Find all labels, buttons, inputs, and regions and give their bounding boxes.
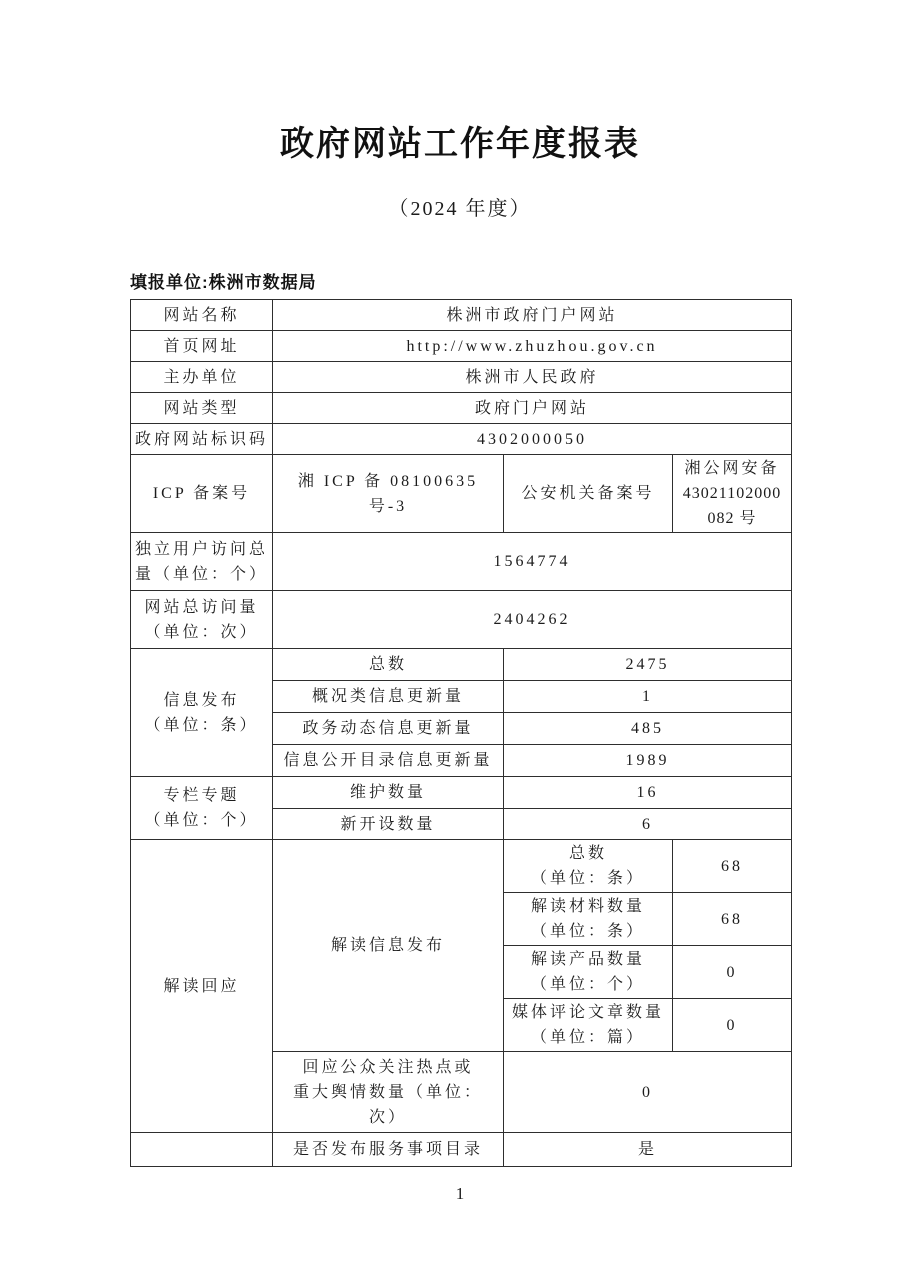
organizer-label: 主办单位 bbox=[131, 362, 273, 393]
interp-product-label-line1: 解读产品数量 bbox=[530, 951, 645, 968]
hotspot-value: 0 bbox=[504, 1052, 792, 1133]
interpretation-row bbox=[131, 840, 792, 893]
info-overview-value: 1 bbox=[504, 681, 792, 713]
hotspot-label-line3: 次） bbox=[368, 1108, 407, 1126]
table-row bbox=[131, 362, 792, 393]
table-row bbox=[131, 424, 792, 455]
special-columns-label-line2: （单位：个） bbox=[144, 812, 259, 829]
info-publish-label-line2: （单位：条） bbox=[144, 716, 259, 734]
unique-visitors-value: 1564774 bbox=[273, 533, 792, 591]
site-code-label: 政府网站标识码 bbox=[131, 424, 273, 455]
info-overview-label: 概况类信息更新量 bbox=[273, 681, 504, 713]
special-columns-row bbox=[131, 777, 792, 809]
special-columns-section-label bbox=[131, 777, 273, 840]
interp-material-label bbox=[504, 893, 673, 946]
hotspot-label bbox=[273, 1052, 504, 1133]
total-visits-label-line1: 网站总访问量 bbox=[144, 598, 259, 616]
interp-product-label-line2: （单位：个） bbox=[530, 976, 645, 993]
interp-product-value: 0 bbox=[673, 946, 792, 999]
info-directory-label: 信息公开目录信息更新量 bbox=[273, 745, 504, 777]
info-news-label: 政务动态信息更新量 bbox=[273, 713, 504, 745]
service-catalog-row bbox=[131, 1133, 792, 1167]
special-columns-label-line1: 专栏专题 bbox=[163, 787, 240, 804]
media-comment-label-line2: （单位：篇） bbox=[530, 1029, 645, 1046]
interpretation-publish-label: 解读信息发布 bbox=[273, 840, 504, 1052]
info-total-value: 2475 bbox=[504, 649, 792, 681]
new-opened-count-label: 新开设数量 bbox=[273, 809, 504, 840]
page-title: 政府网站工作年度报表 bbox=[280, 125, 640, 163]
organizer-value: 株洲市人民政府 bbox=[273, 362, 792, 393]
unique-visitors-label bbox=[131, 533, 273, 591]
media-comment-label bbox=[504, 999, 673, 1052]
interp-total-value: 68 bbox=[673, 840, 792, 893]
info-directory-value: 1989 bbox=[504, 745, 792, 777]
service-catalog-label: 是否发布服务事项目录 bbox=[273, 1133, 504, 1167]
site-type-label: 网站类型 bbox=[131, 393, 273, 424]
empty-cell bbox=[131, 1133, 273, 1167]
interp-total-label-line1: 总数 bbox=[568, 845, 607, 862]
homepage-label: 首页网址 bbox=[131, 331, 273, 362]
site-code-value: 4302000050 bbox=[273, 424, 792, 455]
interp-material-label-line2: （单位：条） bbox=[530, 923, 645, 940]
info-publish-section-label bbox=[131, 649, 273, 777]
total-visits-label-line2: （单位：次） bbox=[144, 623, 259, 641]
annual-report-table bbox=[130, 299, 792, 1167]
hotspot-label-line1: 回应公众关注热点或 bbox=[302, 1058, 474, 1076]
new-opened-count-value: 6 bbox=[504, 809, 792, 840]
table-row bbox=[131, 300, 792, 331]
interp-material-value: 68 bbox=[673, 893, 792, 946]
total-visits-value: 2404262 bbox=[273, 591, 792, 649]
media-comment-label-line1: 媒体评论文章数量 bbox=[511, 1004, 664, 1021]
filing-unit-label: 填报单位:株洲市数据局 bbox=[130, 273, 317, 292]
maintained-count-label: 维护数量 bbox=[273, 777, 504, 809]
page-subtitle: （2024 年度） bbox=[388, 198, 532, 220]
info-publish-label-line1: 信息发布 bbox=[163, 691, 240, 709]
info-publish-row bbox=[131, 649, 792, 681]
table-row bbox=[131, 331, 792, 362]
unique-visitors-row bbox=[131, 533, 792, 591]
icp-label: ICP 备案号 bbox=[131, 455, 273, 533]
icp-row bbox=[131, 455, 792, 533]
interp-material-label-line1: 解读材料数量 bbox=[530, 898, 645, 915]
page-number: 1 bbox=[455, 1184, 465, 1203]
hotspot-label-line2: 重大舆情数量（单位： bbox=[292, 1083, 483, 1101]
police-filing-line3: 082 号 bbox=[707, 510, 757, 527]
police-filing-line1: 湘公网安备 bbox=[684, 460, 780, 477]
service-catalog-value: 是 bbox=[504, 1133, 792, 1167]
police-filing-value bbox=[673, 455, 792, 533]
unique-visitors-label-line1: 独立用户访问总 bbox=[135, 540, 269, 558]
media-comment-value: 0 bbox=[673, 999, 792, 1052]
icp-value: 湘 ICP 备 08100635 号-3 bbox=[273, 455, 504, 533]
site-name-label: 网站名称 bbox=[131, 300, 273, 331]
total-visits-label bbox=[131, 591, 273, 649]
unique-visitors-label-line2: 量（单位：个） bbox=[135, 565, 269, 583]
info-news-value: 485 bbox=[504, 713, 792, 745]
interp-total-label-line2: （单位：条） bbox=[530, 870, 645, 887]
police-filing-label: 公安机关备案号 bbox=[504, 455, 673, 533]
police-filing-line2: 43021102000 bbox=[682, 485, 782, 502]
info-total-label: 总数 bbox=[273, 649, 504, 681]
homepage-url-value: http://www.zhuzhou.gov.cn bbox=[273, 331, 792, 362]
site-type-value: 政府门户网站 bbox=[273, 393, 792, 424]
table-row bbox=[131, 393, 792, 424]
site-name-value: 株洲市政府门户网站 bbox=[273, 300, 792, 331]
interp-total-label bbox=[504, 840, 673, 893]
interp-product-label bbox=[504, 946, 673, 999]
maintained-count-value: 16 bbox=[504, 777, 792, 809]
total-visits-row bbox=[131, 591, 792, 649]
interpretation-section-label: 解读回应 bbox=[131, 840, 273, 1133]
